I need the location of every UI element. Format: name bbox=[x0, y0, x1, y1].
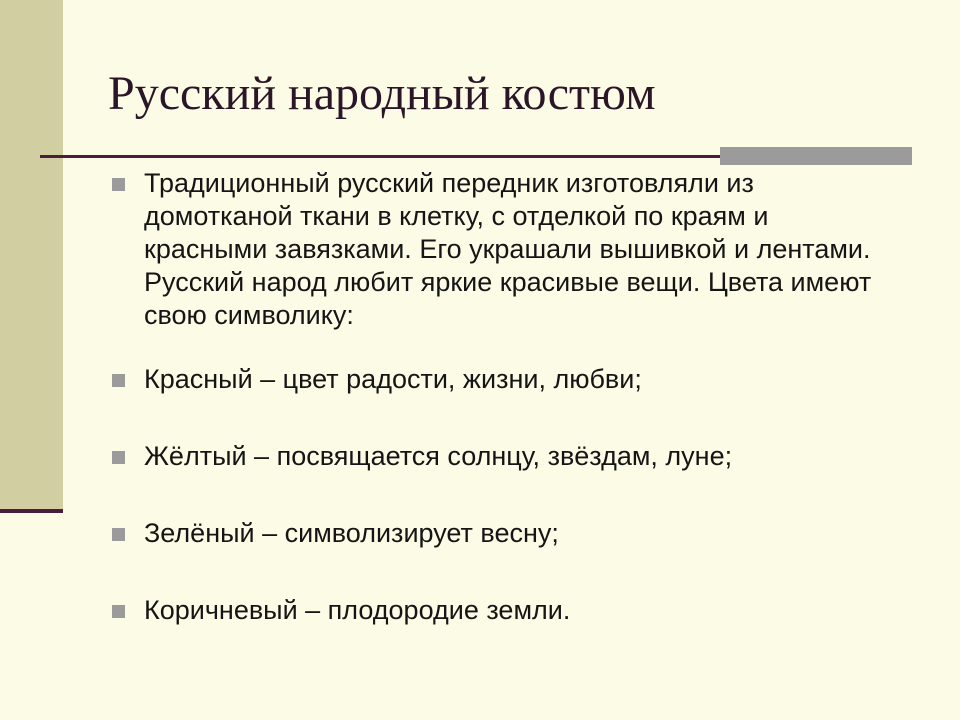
square-bullet-icon bbox=[112, 374, 125, 387]
bullet-text-green: Зелёный – символизирует весну; bbox=[144, 518, 559, 548]
square-bullet-icon bbox=[112, 451, 125, 464]
bullet-text-red: Красный – цвет радости, жизни, любви; bbox=[144, 364, 642, 394]
square-bullet-icon bbox=[112, 178, 125, 191]
square-bullet-icon bbox=[112, 528, 125, 541]
bullet-item-brown bbox=[108, 594, 898, 627]
bullet-text-intro: Традиционный русский передник изготовляли из домотканой ткани в клетку, с отделкой по краям и красными завязками. Его украшали вышивкой и лентами. Русский народ любит яркие красивые вещи. Цвета имеют свою символику: bbox=[144, 168, 872, 330]
left-decorative-band bbox=[0, 0, 63, 512]
square-bullet-icon bbox=[112, 605, 125, 618]
bullet-item-green bbox=[108, 517, 898, 550]
title-accent-bar bbox=[720, 147, 912, 165]
left-band-divider bbox=[0, 509, 63, 513]
bullet-item-intro bbox=[108, 167, 898, 332]
bullet-item-red bbox=[108, 363, 898, 396]
bullet-list bbox=[108, 167, 898, 627]
slide-title: Русский народный костюм bbox=[108, 67, 656, 120]
bullet-text-yellow: Жёлтый – посвящается солнцу, звёздам, луне; bbox=[144, 441, 733, 471]
bullet-item-yellow bbox=[108, 440, 898, 473]
bullet-text-brown: Коричневый – плодородие земли. bbox=[144, 595, 571, 625]
